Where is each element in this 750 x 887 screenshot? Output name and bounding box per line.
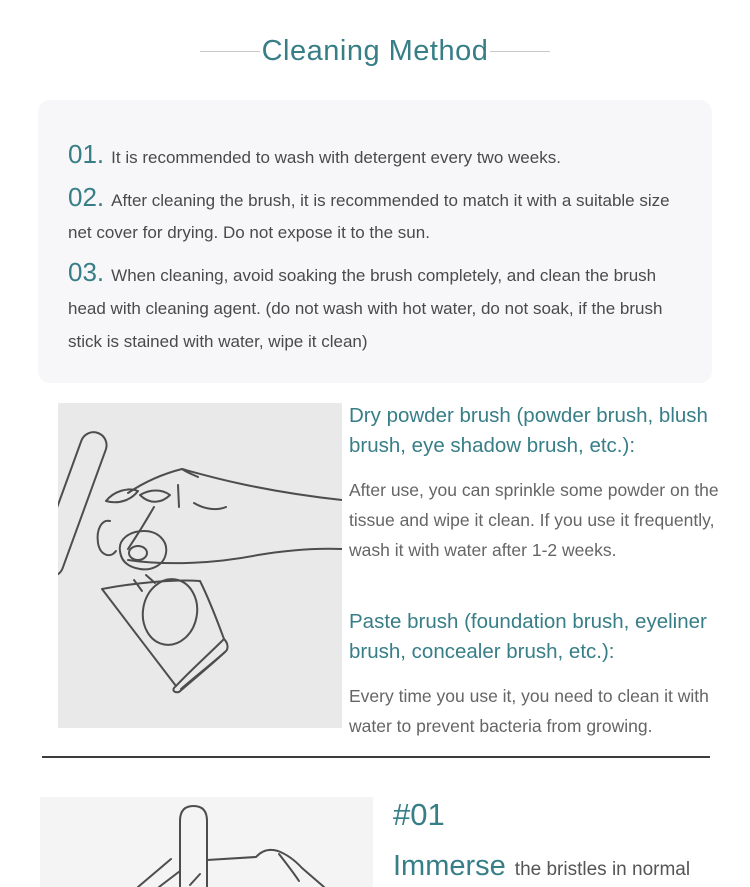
step-instruction-text: the bristles in normal <box>514 859 691 880</box>
tip-item-2 <box>68 181 686 249</box>
tip-item-3 <box>68 256 686 358</box>
tip-item-1 <box>68 138 686 174</box>
step-instruction <box>393 848 733 887</box>
brush-wipe-illustration <box>58 403 342 728</box>
step-number: #01 <box>393 797 445 832</box>
tip-1-number: 01. <box>68 139 105 169</box>
hand-wiping-brush-drawing <box>58 403 342 728</box>
step-keyword: Immerse <box>393 850 506 882</box>
hand-holding-brush-drawing <box>40 797 373 887</box>
tip-2-number: 02. <box>68 182 105 212</box>
page-title: Cleaning Method <box>261 34 489 67</box>
section-divider <box>42 756 710 758</box>
tip-3-text: When cleaning, avoid soaking the brush completely, and clean the brush head with cleaning agent. (do not wash with hot water, do not soak, if the brush stick is stained with water, wipe it clean) <box>68 266 663 351</box>
cleaning-tips-panel <box>38 100 712 383</box>
title-right-line <box>490 51 550 52</box>
paste-brush-body: Every time you use it, you need to clean it with water to prevent bacteria from growing. <box>349 686 709 736</box>
page-title-row <box>0 28 750 74</box>
tip-1-text: It is recommended to wash with detergent every two weeks. <box>111 148 561 167</box>
dry-powder-brush-heading: Dry powder brush (powder brush, blush brush, eye shadow brush, etc.): <box>349 404 708 457</box>
paste-brush-heading: Paste brush (foundation brush, eyeliner brush, concealer brush, etc.): <box>349 610 707 663</box>
tip-2-text: After cleaning the brush, it is recommended to match it with a suitable size net cover for drying. Do not expose it to the sun. <box>68 191 670 242</box>
brush-care-text <box>349 401 749 741</box>
step-text-block <box>393 795 733 887</box>
brush-hold-illustration <box>40 797 373 887</box>
dry-powder-brush-body: After use, you can sprinkle some powder on the tissue and wipe it clean. If you use it frequently, wash it with water after 1-2 weeks. <box>349 480 719 560</box>
tip-3-number: 03. <box>68 257 105 287</box>
title-left-line <box>200 51 260 52</box>
